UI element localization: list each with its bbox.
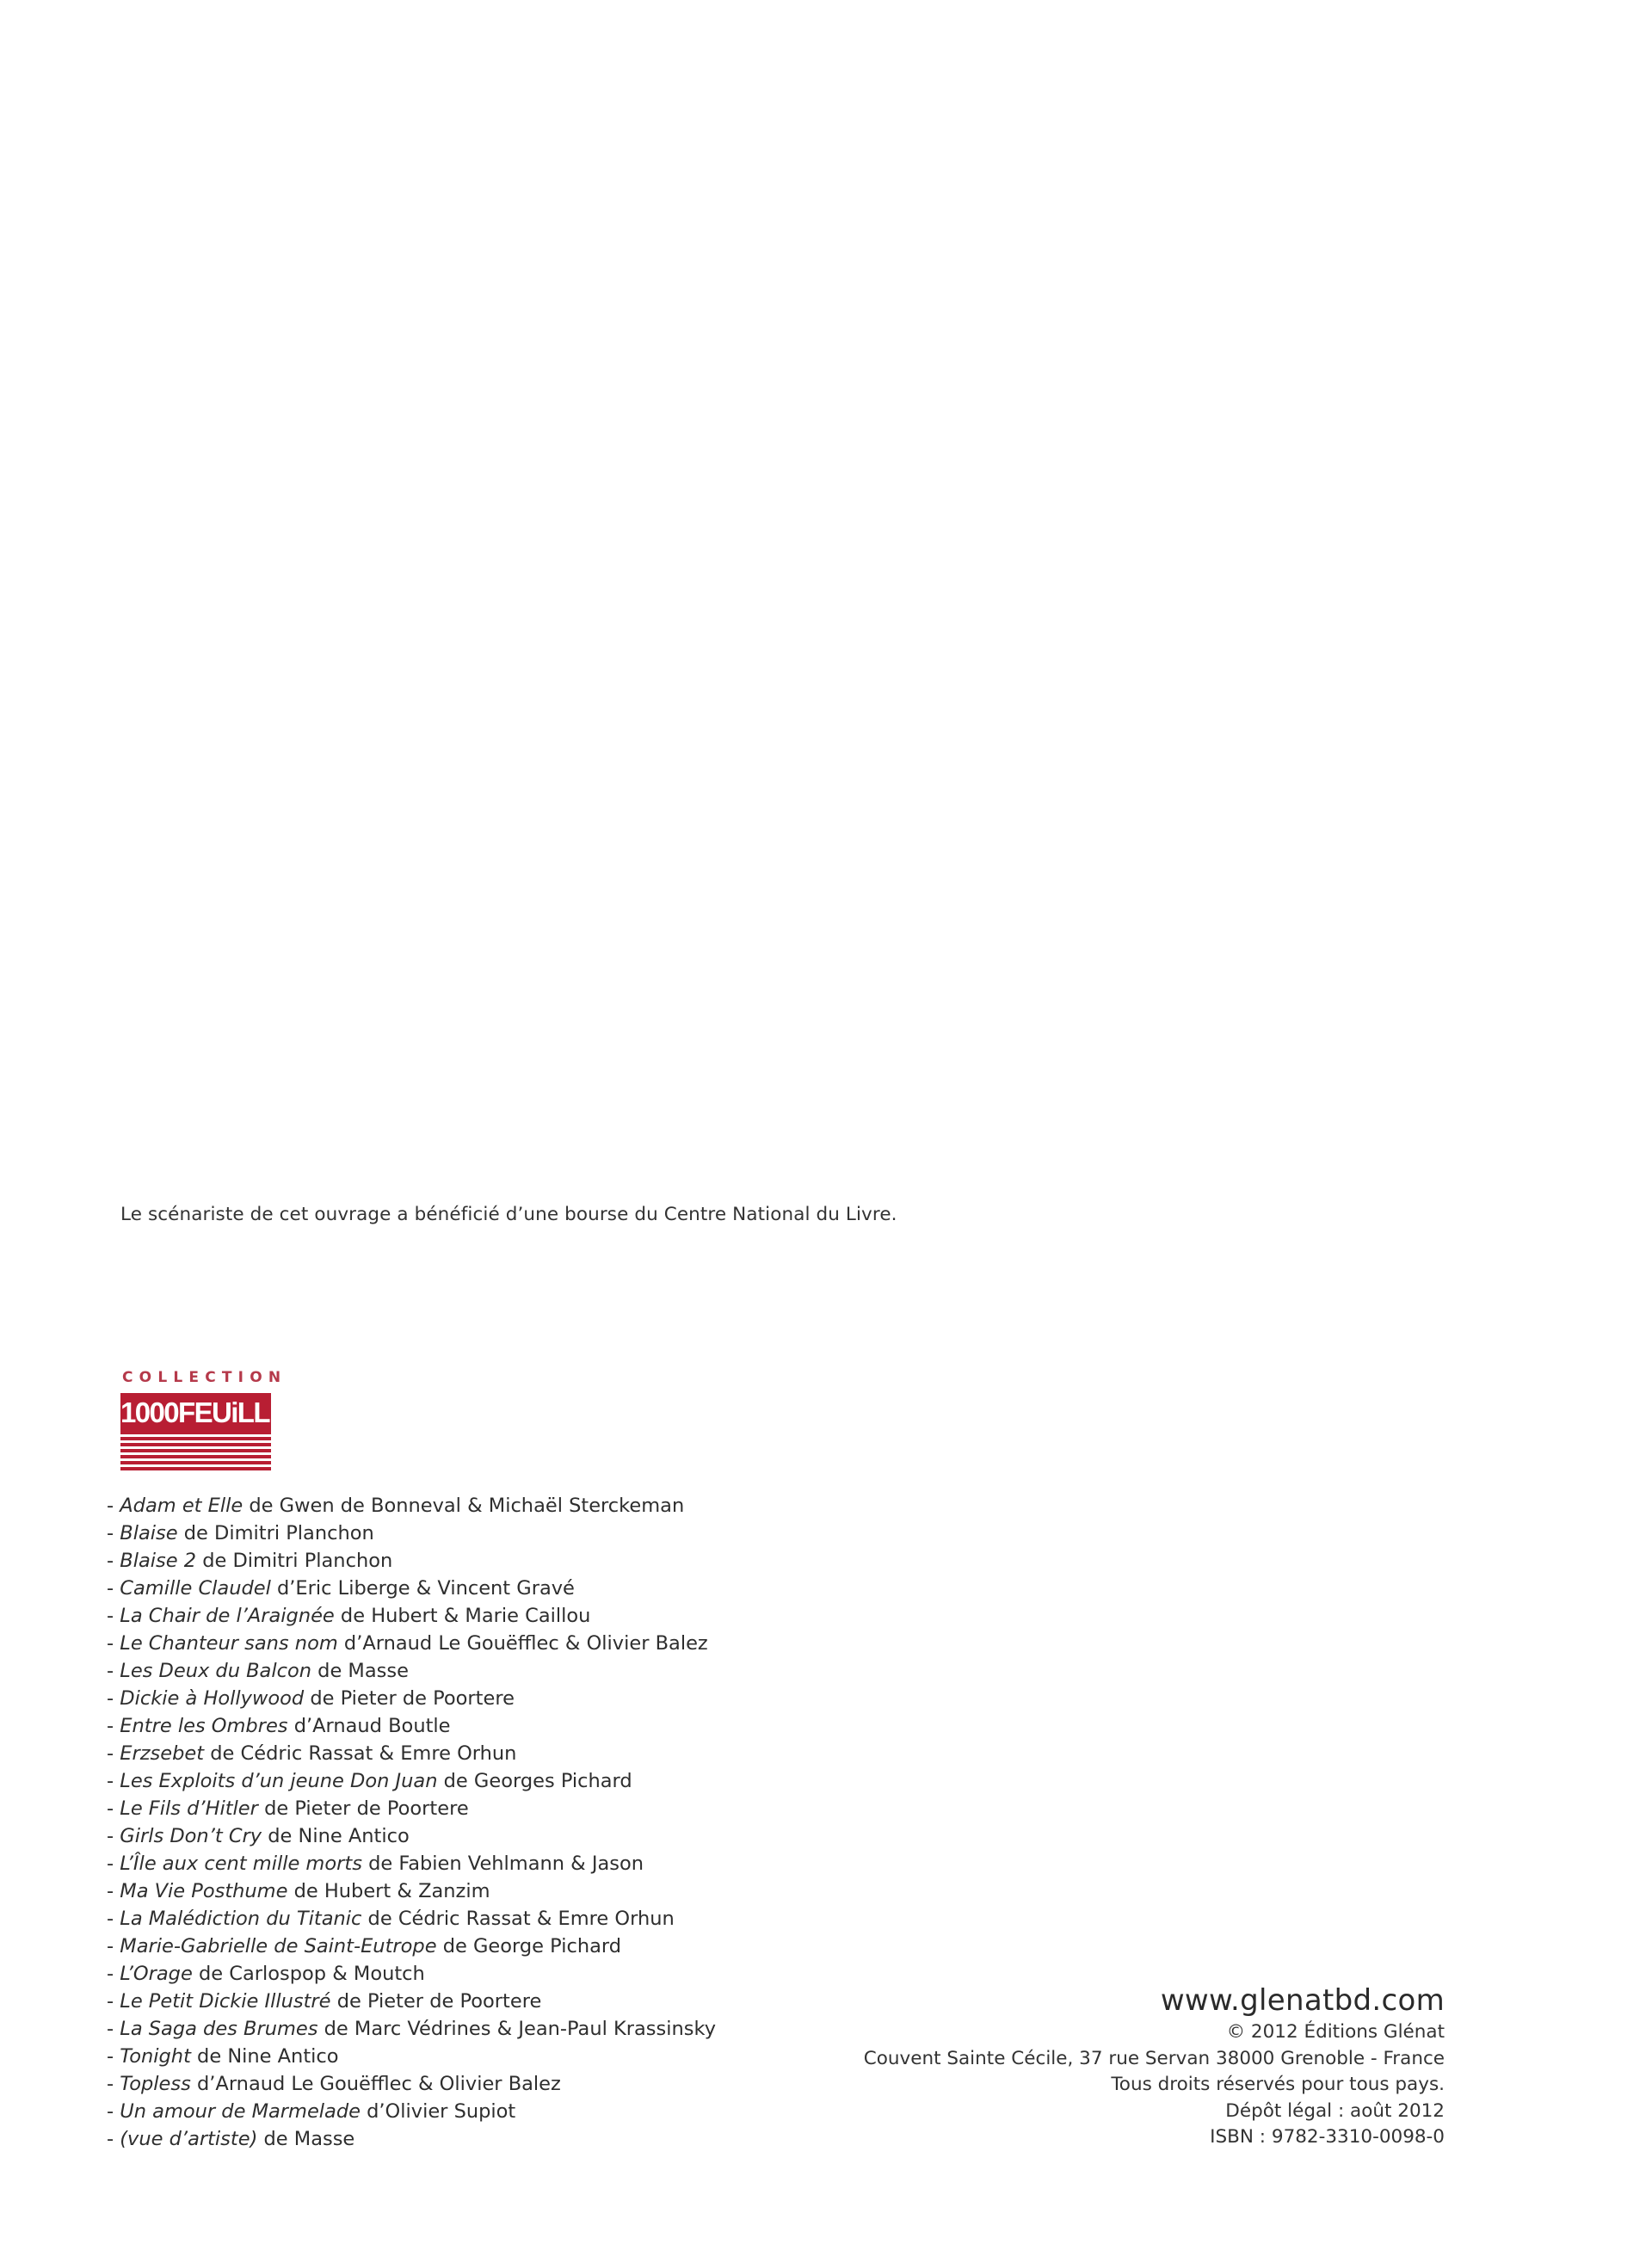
isbn-line: ISBN : 9782-3310-0098-0 — [1210, 2126, 1445, 2148]
collection-title-item: - Entre les Ombres d’Arnaud Boutle — [107, 1715, 451, 1737]
collection-title-item: - Le Chanteur sans nom d’Arnaud Le Gouëfflec & Olivier Balez — [107, 1632, 708, 1655]
book-author: de Cédric Rassat & Emre Orhun — [210, 1742, 517, 1765]
book-title: L’Île aux cent mille morts — [120, 1853, 362, 1875]
collection-title-item: - Girls Don’t Cry de Nine Antico — [107, 1825, 410, 1847]
publisher-info — [864, 1982, 1445, 2151]
book-title: Erzsebet — [120, 1742, 205, 1765]
book-author: de Dimitri Planchon — [202, 1550, 393, 1572]
collection-title-item: - L’Orage de Carlospop & Moutch — [107, 1963, 425, 1985]
book-author: de Hubert & Marie Caillou — [340, 1605, 591, 1627]
collection-title-item: - Le Fils d’Hitler de Pieter de Poortere — [107, 1797, 469, 1820]
book-author: d’Arnaud Boutle — [293, 1715, 451, 1737]
collection-title-item: - Ma Vie Posthume de Hubert & Zanzim — [107, 1880, 490, 1902]
book-title: La Saga des Brumes — [120, 2018, 318, 2040]
collection-logo-badge — [120, 1393, 305, 1472]
publisher-website-link[interactable]: www.glenatbd.com — [1160, 1983, 1445, 2018]
book-title: Un amour de Marmelade — [120, 2100, 361, 2123]
collection-title-item: - La Chair de l’Araignée de Hubert & Marie Caillou — [107, 1605, 591, 1627]
book-author: de Hubert & Zanzim — [293, 1880, 490, 1902]
logo-stripes-decoration — [120, 1434, 271, 1472]
book-title: Ma Vie Posthume — [120, 1880, 288, 1902]
book-title: Blaise 2 — [120, 1550, 197, 1572]
book-title: Topless — [120, 2073, 191, 2095]
book-title: Le Chanteur sans nom — [120, 1632, 338, 1655]
book-author: de Masse — [317, 1660, 409, 1682]
collection-logo — [120, 1369, 305, 1472]
collection-logo-text: 1000FEUiLLES — [120, 1396, 305, 1428]
collection-title-item: - Blaise de Dimitri Planchon — [107, 1522, 374, 1544]
collection-title-item: - Tonight de Nine Antico — [107, 2045, 339, 2068]
collection-title-item: - Erzsebet de Cédric Rassat & Emre Orhun — [107, 1742, 517, 1765]
book-author: de Georges Pichard — [443, 1770, 632, 1792]
book-author: de Cédric Rassat & Emre Orhun — [367, 1908, 675, 1930]
collection-title-item: - Adam et Elle de Gwen de Bonneval & Michaël Sterckeman — [107, 1495, 685, 1517]
book-author: de Pieter de Poortere — [336, 1990, 542, 2013]
book-title: Tonight — [120, 2045, 191, 2068]
book-author: d’Arnaud Le Gouëfflec & Olivier Balez — [197, 2073, 561, 2095]
book-author: de Nine Antico — [268, 1825, 410, 1847]
book-title: La Chair de l’Araignée — [120, 1605, 335, 1627]
collection-title-item: - Les Exploits d’un jeune Don Juan de Georges Pichard — [107, 1770, 632, 1792]
book-title: Marie-Gabrielle de Saint-Eutrope — [120, 1935, 437, 1957]
book-title: Le Petit Dickie Illustré — [120, 1990, 331, 2013]
book-title: (vue d’artiste) — [120, 2128, 258, 2150]
publisher-address: Couvent Sainte Cécile, 37 rue Servan 38000 Grenoble - France — [863, 2047, 1445, 2069]
copyright-line: © 2012 Éditions Glénat — [1226, 2021, 1445, 2043]
book-title: Camille Claudel — [120, 1577, 271, 1600]
rights-line: Tous droits réservés pour tous pays. — [1111, 2074, 1445, 2095]
book-title: Adam et Elle — [120, 1495, 243, 1517]
collection-title-item: - Dickie à Hollywood de Pieter de Poortere — [107, 1687, 515, 1710]
collection-title-item: - Topless d’Arnaud Le Gouëfflec & Olivier Balez — [107, 2073, 561, 2095]
book-author: de George Pichard — [442, 1935, 622, 1957]
book-author: de Dimitri Planchon — [183, 1522, 374, 1544]
book-author: de Pieter de Poortere — [310, 1687, 515, 1710]
collection-title-item: - Un amour de Marmelade d’Olivier Supiot — [107, 2100, 516, 2123]
collection-title-item: - (vue d’artiste) de Masse — [107, 2128, 355, 2150]
book-title: Blaise — [120, 1522, 178, 1544]
book-author: d’Olivier Supiot — [367, 2100, 516, 2123]
book-author: de Carlospop & Moutch — [198, 1963, 425, 1985]
book-title: Les Exploits d’un jeune Don Juan — [120, 1770, 438, 1792]
book-author: d’Arnaud Le Gouëfflec & Olivier Balez — [343, 1632, 708, 1655]
book-author: de Fabien Vehlmann & Jason — [368, 1853, 644, 1875]
book-author: de Gwen de Bonneval & Michaël Sterckeman — [249, 1495, 685, 1517]
book-author: de Pieter de Poortere — [264, 1797, 469, 1820]
book-title: Girls Don’t Cry — [120, 1825, 262, 1847]
collection-title-list — [107, 1492, 716, 2153]
collection-title-item: - La Saga des Brumes de Marc Védrines & Jean-Paul Krassinsky — [107, 2018, 717, 2040]
collection-title-item: - Le Petit Dickie Illustré de Pieter de Poortere — [107, 1990, 542, 2013]
book-title: La Malédiction du Titanic — [120, 1908, 362, 1930]
book-author: d’Eric Liberge & Vincent Gravé — [277, 1577, 575, 1600]
book-title: Dickie à Hollywood — [120, 1687, 305, 1710]
collection-title-item: - Marie-Gabrielle de Saint-Eutrope de George Pichard — [107, 1935, 622, 1957]
legal-deposit-line: Dépôt légal : août 2012 — [1225, 2099, 1445, 2122]
collection-title-item: - Les Deux du Balcon de Masse — [107, 1660, 409, 1682]
book-title: L’Orage — [120, 1963, 193, 1985]
collection-title-item: - La Malédiction du Titanic de Cédric Rassat & Emre Orhun — [107, 1908, 675, 1930]
book-author: de Nine Antico — [197, 2045, 339, 2068]
cnl-grant-note: Le scénariste de cet ouvrage a bénéficié d’une bourse du Centre National du Livre. — [120, 1204, 897, 1225]
book-title: Le Fils d’Hitler — [120, 1797, 258, 1820]
book-author: de Marc Védrines & Jean-Paul Krassinsky — [324, 2018, 717, 2040]
collection-title-item: - Camille Claudel d’Eric Liberge & Vincent Gravé — [107, 1577, 575, 1600]
book-title: Les Deux du Balcon — [120, 1660, 311, 1682]
book-author: de Masse — [263, 2128, 355, 2150]
collection-label: COLLECTION — [122, 1369, 287, 1386]
collection-title-item: - L’Île aux cent mille morts de Fabien Vehlmann & Jason — [107, 1853, 644, 1875]
collection-title-item: - Blaise 2 de Dimitri Planchon — [107, 1550, 393, 1572]
book-title: Entre les Ombres — [120, 1715, 288, 1737]
